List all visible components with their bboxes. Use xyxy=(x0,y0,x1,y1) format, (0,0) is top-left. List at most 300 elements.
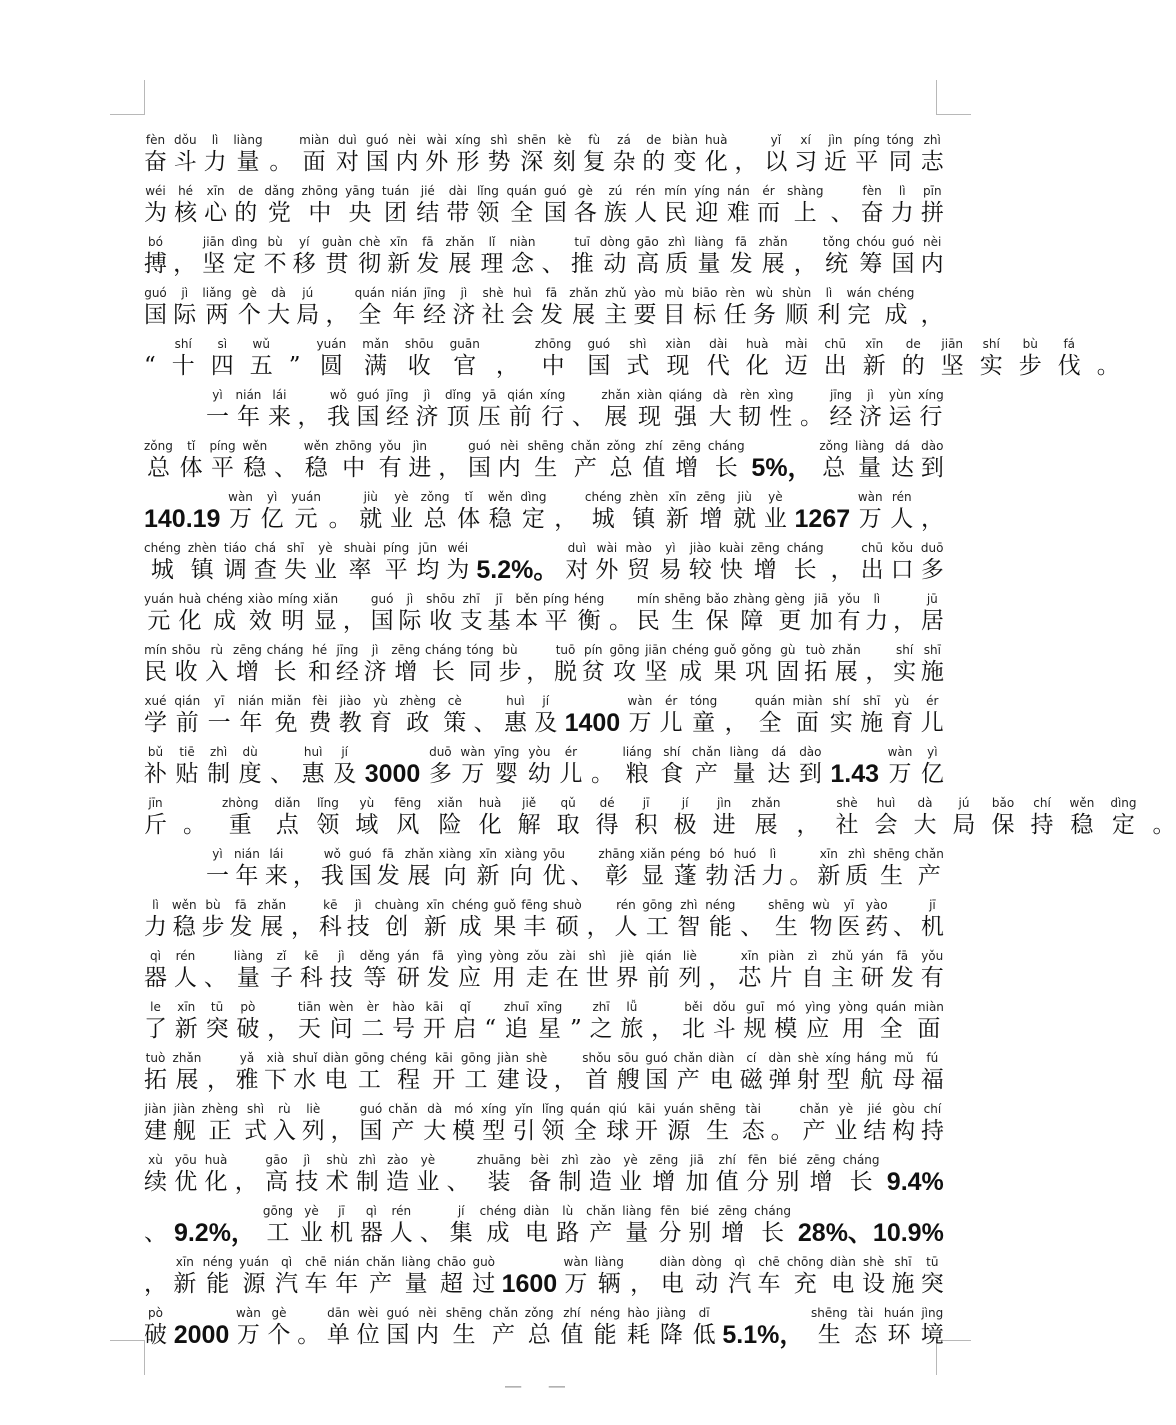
pinyin: kāi xyxy=(425,1000,444,1014)
pinyin: fēng xyxy=(394,796,422,810)
ruby-token xyxy=(890,490,913,534)
ruby-token xyxy=(314,541,337,585)
hanzi: 制 xyxy=(355,1169,379,1195)
ruby-token xyxy=(645,1051,668,1095)
ruby-token xyxy=(659,541,682,585)
hanzi: 生 xyxy=(774,914,798,940)
pinyin: shì xyxy=(588,949,606,963)
pinyin: huó xyxy=(733,847,757,861)
pinyin: miàn xyxy=(299,133,330,147)
hanzi: 向 xyxy=(509,863,533,889)
hanzi: 水 xyxy=(293,1067,317,1093)
ruby-token xyxy=(590,1000,613,1044)
ruby-token xyxy=(708,1051,734,1095)
ruby-token xyxy=(635,1102,658,1146)
hanzi: 极 xyxy=(673,812,697,838)
hanzi: 社 xyxy=(481,302,505,328)
pinyin: nián xyxy=(391,286,417,300)
hanzi: 度 xyxy=(238,761,262,787)
ruby-token xyxy=(646,949,672,993)
ruby-token xyxy=(390,490,413,534)
ruby-token xyxy=(794,133,817,177)
hanzi: 能 xyxy=(206,1271,230,1297)
ruby-token xyxy=(526,949,549,993)
ruby-token xyxy=(494,745,520,789)
pinyin: fā xyxy=(545,286,558,300)
pinyin: zhǎn xyxy=(445,235,475,249)
ruby-token xyxy=(401,1255,430,1299)
hanzi: 更 xyxy=(778,608,802,634)
hanzi: 福 xyxy=(920,1067,944,1093)
ruby-token xyxy=(289,337,301,381)
hanzi: 就 xyxy=(733,506,757,532)
ruby-token xyxy=(362,337,389,381)
ruby-token xyxy=(319,898,342,942)
ruby-token xyxy=(569,286,598,330)
hanzi: 、 xyxy=(144,1220,167,1246)
hanzi: 稳 xyxy=(172,914,196,940)
pinyin: jú xyxy=(958,796,970,810)
ruby-token xyxy=(359,1102,382,1146)
pinyin: zhèng xyxy=(201,1102,239,1116)
ruby-token xyxy=(792,694,822,738)
ruby-token xyxy=(267,643,304,687)
hanzi: 成 xyxy=(486,1220,510,1246)
ruby-token xyxy=(268,1306,291,1350)
ruby-token xyxy=(488,490,513,534)
pinyin: yōu xyxy=(174,1153,197,1167)
hanzi: 问 xyxy=(329,1016,353,1042)
ruby-token xyxy=(753,286,776,330)
ruby-token xyxy=(694,184,720,228)
pinyin: chéng xyxy=(584,490,622,504)
ruby-token xyxy=(893,592,916,636)
hanzi: 建 xyxy=(144,1118,167,1144)
hanzi: 圆 xyxy=(319,353,343,379)
ruby-token xyxy=(666,490,689,534)
pinyin: guó xyxy=(543,184,567,198)
ruby-token xyxy=(339,694,362,738)
pinyin: fēng xyxy=(521,898,549,912)
hanzi: 成 xyxy=(458,914,482,940)
ruby-token xyxy=(416,1153,439,1197)
pinyin: shè xyxy=(797,1051,819,1065)
hanzi: 动 xyxy=(603,251,627,277)
pinyin: guǒ xyxy=(713,643,737,657)
pinyin: guó xyxy=(587,337,611,351)
ruby-token xyxy=(559,745,582,789)
ruby-token xyxy=(674,1051,703,1095)
ruby-token xyxy=(665,592,701,636)
pinyin: néng xyxy=(590,1306,621,1320)
pinyin: shēng xyxy=(445,1306,483,1320)
hanzi: 党 xyxy=(267,200,291,226)
pinyin: bù xyxy=(502,643,518,657)
ruby-token xyxy=(859,388,882,432)
pinyin: zhí xyxy=(718,1153,736,1167)
ruby-token xyxy=(229,898,252,942)
ruby-token xyxy=(426,592,455,636)
hanzi: ， xyxy=(297,404,321,430)
text-line xyxy=(144,279,944,330)
hanzi: 利 xyxy=(817,302,841,328)
pinyin: dá xyxy=(895,439,911,453)
ruby-token xyxy=(437,796,462,840)
ruby-token xyxy=(369,694,392,738)
hanzi: 生 xyxy=(706,1118,730,1144)
pinyin: rù xyxy=(278,1102,291,1116)
hanzi: 带 xyxy=(446,200,470,226)
hanzi: 拼 xyxy=(920,200,944,226)
hanzi: 迈 xyxy=(784,353,808,379)
hanzi: 济 xyxy=(859,404,882,430)
hanzi: 稳 xyxy=(304,455,328,481)
ruby-token xyxy=(915,847,944,891)
hanzi: 、 xyxy=(270,761,294,787)
hanzi: 出 xyxy=(860,557,884,583)
ruby-token xyxy=(921,235,944,279)
pinyin: guó xyxy=(359,1102,383,1116)
ruby-token xyxy=(863,1102,886,1146)
hanzi: 号 xyxy=(392,1016,416,1042)
pinyin: dé xyxy=(599,796,615,810)
hanzi: 发 xyxy=(426,965,450,991)
hanzi: 产 xyxy=(917,863,941,889)
ruby-token xyxy=(488,133,511,177)
hanzi: 技 xyxy=(346,914,370,940)
hanzi: 攻 xyxy=(613,659,637,685)
ruby-token xyxy=(327,1306,350,1350)
hanzi: 实 xyxy=(829,710,853,736)
hanzi: 教 xyxy=(338,710,362,736)
pinyin: liáng xyxy=(622,745,652,759)
hanzi: 突 xyxy=(205,1016,229,1042)
pinyin: zhǎn xyxy=(172,1051,202,1065)
pinyin: zhèn xyxy=(629,490,659,504)
ruby-token xyxy=(344,541,376,585)
ruby-token xyxy=(694,235,723,279)
hanzi: 工 xyxy=(645,914,669,940)
ruby-token xyxy=(589,1153,612,1197)
hanzi: 步 xyxy=(498,659,522,685)
ruby-token xyxy=(586,949,609,993)
pinyin: yí xyxy=(299,235,310,249)
ruby-token xyxy=(416,1306,439,1350)
hanzi: 到 xyxy=(798,761,822,787)
ruby-token xyxy=(355,796,378,840)
pinyin: lái xyxy=(269,847,284,861)
ruby-token xyxy=(498,439,521,483)
hanzi: 年 xyxy=(236,404,260,430)
ruby-token xyxy=(394,796,421,840)
hanzi: 量 xyxy=(236,149,260,175)
ruby-token xyxy=(708,439,745,483)
ruby-token xyxy=(854,1306,877,1350)
hanzi: 定 xyxy=(521,506,545,532)
text-line xyxy=(144,1197,944,1248)
pinyin: xiàng xyxy=(504,847,538,861)
hanzi: 个 xyxy=(237,302,261,328)
ruby-token xyxy=(202,235,225,279)
ruby-token xyxy=(665,337,690,381)
pinyin: xīng xyxy=(536,1000,563,1014)
number-text: 9.2%， xyxy=(173,1219,256,1247)
pinyin: guàn xyxy=(321,235,353,249)
hanzi: 启 xyxy=(453,1016,477,1042)
pinyin: yè xyxy=(623,1153,638,1167)
ruby-token xyxy=(356,1153,379,1197)
ruby-token xyxy=(800,388,823,432)
hanzi: 列 xyxy=(301,1118,325,1144)
ruby-token xyxy=(321,847,344,891)
pinyin: jiān xyxy=(202,235,225,249)
hanzi: 刻 xyxy=(552,149,576,175)
ruby-token xyxy=(202,1102,239,1146)
hanzi: 旅 xyxy=(620,1016,644,1042)
pinyin: chéng xyxy=(390,1051,427,1065)
hanzi: 增 xyxy=(753,557,777,583)
hanzi: ， xyxy=(292,863,316,889)
hanzi: 业 xyxy=(416,1169,440,1195)
hanzi: 产 xyxy=(589,1220,613,1246)
ruby-token xyxy=(692,745,721,789)
ruby-token xyxy=(397,949,420,993)
hanzi: 雅 xyxy=(235,1067,259,1093)
ruby-token xyxy=(921,541,944,585)
ruby-token xyxy=(454,1000,477,1044)
hanzi: 果 xyxy=(713,659,737,685)
hanzi: 童 xyxy=(692,710,716,736)
hanzi: 、 xyxy=(740,914,764,940)
hanzi: 深 xyxy=(520,149,544,175)
ruby-token xyxy=(445,388,471,432)
hanzi: 国 xyxy=(370,608,394,634)
pinyin: zǒng xyxy=(524,1306,554,1320)
pinyin: yā xyxy=(482,388,497,402)
hanzi: 食 xyxy=(660,761,684,787)
pinyin: gòu xyxy=(892,1102,915,1116)
hanzi: 活 xyxy=(733,863,757,889)
ruby-token xyxy=(544,184,567,228)
hanzi: 体 xyxy=(457,506,481,532)
pinyin: liè xyxy=(306,1102,321,1116)
pinyin: lì xyxy=(825,286,833,300)
pinyin: héng xyxy=(574,592,605,606)
pinyin: wěn xyxy=(1069,796,1095,810)
pinyin: shōu xyxy=(426,592,455,606)
pinyin: gèng xyxy=(774,592,805,606)
ruby-token xyxy=(144,1255,167,1299)
ruby-token xyxy=(832,643,861,687)
ruby-token xyxy=(364,643,387,687)
ruby-token xyxy=(659,1255,685,1299)
hanzi: 世 xyxy=(585,965,609,991)
ruby-token xyxy=(461,1051,491,1095)
pinyin: wù xyxy=(812,898,830,912)
pinyin: jiàn xyxy=(497,1051,519,1065)
hanzi: ， xyxy=(724,710,748,736)
ruby-token xyxy=(757,184,780,228)
hanzi: 贯 xyxy=(325,251,349,277)
ruby-token xyxy=(446,1306,482,1350)
pinyin: shù xyxy=(326,1153,348,1167)
ruby-token xyxy=(236,388,262,432)
ruby-token xyxy=(658,1204,681,1248)
ruby-token xyxy=(528,1153,551,1197)
hanzi: 。 xyxy=(183,812,206,838)
ruby-token xyxy=(206,388,229,432)
hanzi: 电 xyxy=(709,1067,733,1093)
hanzi: 医 xyxy=(837,914,861,940)
pinyin: tuō xyxy=(555,643,576,657)
pinyin: xí xyxy=(800,133,811,147)
ruby-token xyxy=(733,490,756,534)
pinyin: zào xyxy=(387,1153,409,1167)
ruby-token xyxy=(429,745,452,789)
pinyin: zú xyxy=(608,184,623,198)
hanzi: 总 xyxy=(822,455,846,481)
ruby-token xyxy=(233,643,262,687)
hanzi: 多 xyxy=(920,557,944,583)
hanzi: 应 xyxy=(458,965,482,991)
ruby-token xyxy=(238,694,264,738)
hanzi: 技 xyxy=(295,1169,319,1195)
hanzi: 追 xyxy=(504,1016,528,1042)
pinyin: huà xyxy=(745,337,769,351)
hanzi: 分 xyxy=(746,1169,770,1195)
pinyin: guó xyxy=(356,388,380,402)
hanzi: 、 xyxy=(893,914,917,940)
hanzi: 搏 xyxy=(144,251,167,277)
ruby-token xyxy=(423,1102,446,1146)
pinyin: qǐ xyxy=(459,1000,471,1014)
hanzi: 全 xyxy=(879,1016,903,1042)
ruby-token xyxy=(856,235,885,279)
ruby-token xyxy=(379,439,402,483)
pinyin: shēn xyxy=(517,133,547,147)
pinyin: tiáo xyxy=(223,541,247,555)
hanzi: 点 xyxy=(275,812,299,838)
pinyin: diàn xyxy=(708,1051,735,1065)
pinyin: xīn xyxy=(478,847,498,861)
pinyin: jiā xyxy=(814,592,829,606)
pinyin: gù xyxy=(780,643,796,657)
pinyin: mín xyxy=(636,592,660,606)
ruby-token xyxy=(690,694,717,738)
ruby-token xyxy=(472,1255,495,1299)
pinyin: xīn xyxy=(740,949,759,963)
hanzi: 电 xyxy=(524,1220,548,1246)
pinyin: tuī xyxy=(574,235,591,249)
hanzi: 大 xyxy=(423,1118,447,1144)
pinyin: chǎn xyxy=(691,745,721,759)
hanzi: 。 xyxy=(789,863,813,889)
hanzi: 国 xyxy=(356,404,380,430)
hanzi: 过 xyxy=(472,1271,496,1297)
ruby-token xyxy=(446,541,469,585)
ruby-token xyxy=(887,133,914,177)
hanzi: 镇 xyxy=(190,557,214,583)
hanzi: 单 xyxy=(326,1322,350,1348)
pinyin: jiù xyxy=(737,490,752,504)
hanzi: 斗 xyxy=(712,1016,736,1042)
pinyin: biāo xyxy=(691,286,718,300)
ruby-token xyxy=(764,133,787,177)
pinyin: chéng xyxy=(877,286,915,300)
hanzi: 内 xyxy=(920,251,944,277)
hanzi: 明 xyxy=(281,608,305,634)
hanzi: 展 xyxy=(604,404,628,430)
ruby-token xyxy=(293,847,316,891)
pinyin: guó xyxy=(144,286,167,300)
pinyin: gōng xyxy=(262,1204,294,1218)
hanzi: 我 xyxy=(320,863,344,889)
hanzi: 之 xyxy=(589,1016,613,1042)
pinyin: zēng xyxy=(233,643,262,657)
hanzi: 。 xyxy=(1152,812,1176,838)
hanzi: 值 xyxy=(715,1169,739,1195)
hanzi: 态 xyxy=(741,1118,765,1144)
hanzi: 开 xyxy=(635,1118,659,1144)
number-text: 1600 xyxy=(501,1270,558,1298)
ruby-token xyxy=(553,898,582,942)
ruby-token xyxy=(642,898,672,942)
ruby-token xyxy=(775,592,805,636)
hanzi: 前 xyxy=(175,710,199,736)
ruby-token xyxy=(725,694,748,738)
hanzi: 辆 xyxy=(597,1271,621,1297)
hanzi: 族 xyxy=(603,200,627,226)
pinyin: xià xyxy=(266,1051,285,1065)
ruby-token xyxy=(571,235,594,279)
hanzi: 业 xyxy=(313,557,337,583)
hanzi: 业 xyxy=(299,1220,323,1246)
pinyin: shè xyxy=(526,1051,548,1065)
pinyin: de xyxy=(646,133,662,147)
ruby-token xyxy=(921,439,944,483)
ruby-token xyxy=(705,133,728,177)
hanzi: 模 xyxy=(452,1118,476,1144)
hanzi: 的 xyxy=(234,200,258,226)
hanzi: 电 xyxy=(660,1271,684,1297)
ruby-token xyxy=(405,337,434,381)
hanzi: 产 xyxy=(802,1118,826,1144)
pinyin: dī xyxy=(698,1306,710,1320)
hanzi: 国 xyxy=(587,353,611,379)
ruby-token xyxy=(308,694,331,738)
pinyin: bié xyxy=(690,1204,710,1218)
pinyin: zhì xyxy=(923,133,941,147)
ruby-token xyxy=(735,133,758,177)
hanzi: 发 xyxy=(890,965,914,991)
hanzi: 要 xyxy=(633,302,657,328)
number-text: 9.4% xyxy=(886,1168,944,1196)
ruby-token xyxy=(254,541,277,585)
hanzi: 优 xyxy=(542,863,566,889)
pinyin: gāo xyxy=(265,1153,288,1167)
ruby-token xyxy=(713,796,736,840)
pinyin: zhì xyxy=(358,1153,376,1167)
ruby-token xyxy=(921,133,944,177)
ruby-token xyxy=(144,898,167,942)
hanzi: 。 xyxy=(590,761,614,787)
hanzi: 成 xyxy=(679,659,703,685)
hanzi: 。 xyxy=(799,404,823,430)
hanzi: 保 xyxy=(991,812,1015,838)
ruby-token xyxy=(144,1204,167,1248)
hanzi: 长 xyxy=(849,1169,873,1195)
pinyin: yán xyxy=(397,949,420,963)
